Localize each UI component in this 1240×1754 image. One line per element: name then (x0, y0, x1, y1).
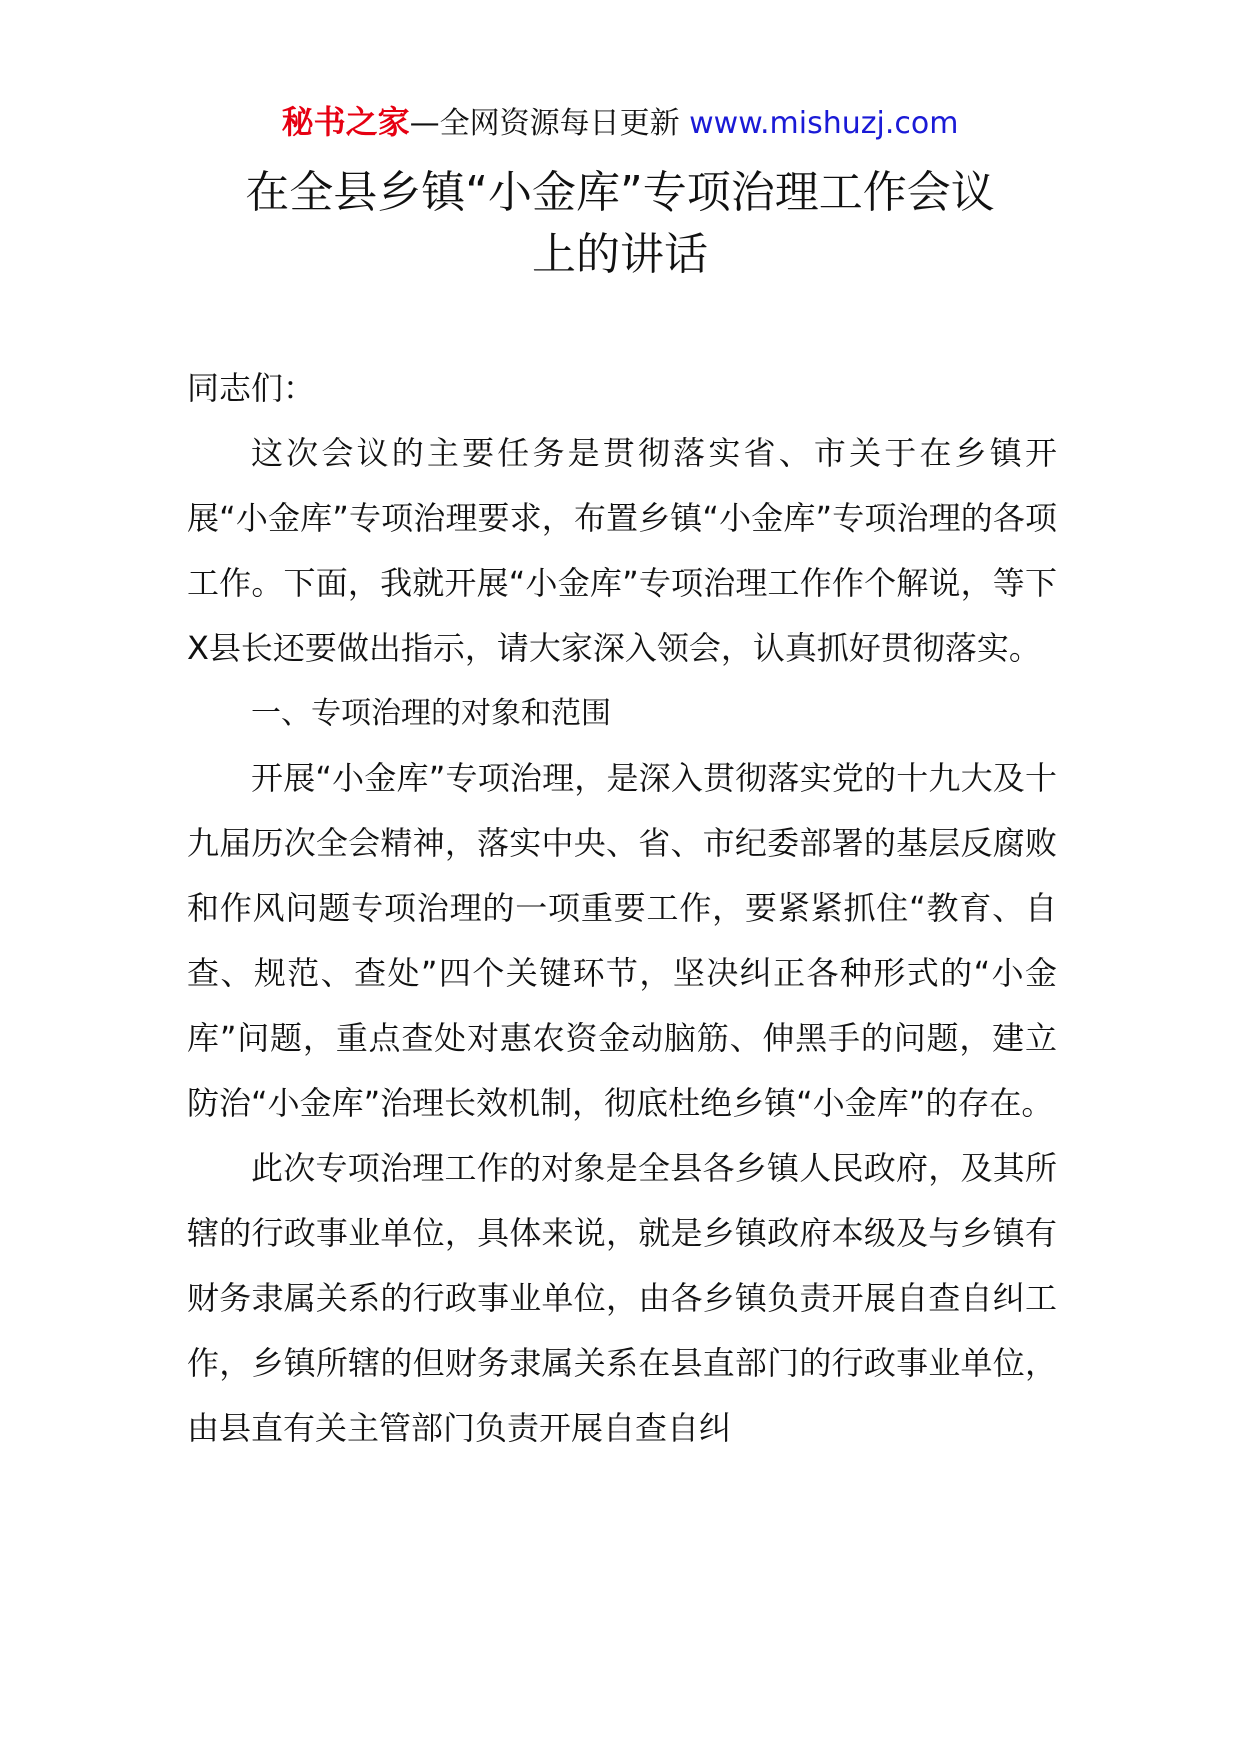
banner-slogan: —全网资源每日更新 (409, 106, 690, 141)
document-title-line-1: 在全县乡镇“小金库”专项治理工作会议 (245, 167, 995, 218)
document-title (150, 162, 1090, 286)
site-url-link[interactable]: www.mishuzj.com (689, 106, 959, 141)
salutation: 同志们： (187, 369, 316, 407)
paragraph-scope: 此次专项治理工作的对象是全县各乡镇人民政府，及其所辖的行政事业单位，具体来说，就是乡镇政府本级及与乡镇有财务隶属关系的行政事业单位，由各乡镇负责开展自查自纠工作，乡镇所辖的但财务隶属关系在县直部门的行政事业单位，由县直有关主管部门负责开展自查自纠 (187, 1149, 1057, 1447)
paragraph-intro: 这次会议的主要任务是贯彻落实省、市关于在乡镇开展“小金库”专项治理要求，布置乡镇“小金库”专项治理的各项工作。下面，我就开展“小金库”专项治理工作作个解说，等下X县长还要做出指示，请大家深入领会，认真抓好贯彻落实。 (187, 434, 1057, 667)
brand-name: 秘书之家 (281, 103, 410, 141)
document-body (187, 356, 1057, 1461)
document-title-line-2: 上的讲话 (532, 229, 708, 280)
section-heading-1: 一、专项治理的对象和范围 (251, 696, 611, 731)
site-banner (0, 100, 1240, 146)
paragraph-significance: 开展“小金库”专项治理，是深入贯彻落实党的十九大及十九届历次全会精神，落实中央、省、市纪委部署的基层反腐败和作风问题专项治理的一项重要工作，要紧紧抓住“教育、自查、规范、查处”四个关键环节，坚决纠正各种形式的“小金库”问题，重点查处对惠农资金动脑筋、伸黑手的问题，建立防治“小金库”治理长效机制，彻底杜绝乡镇“小金库”的存在。 (187, 759, 1057, 1122)
